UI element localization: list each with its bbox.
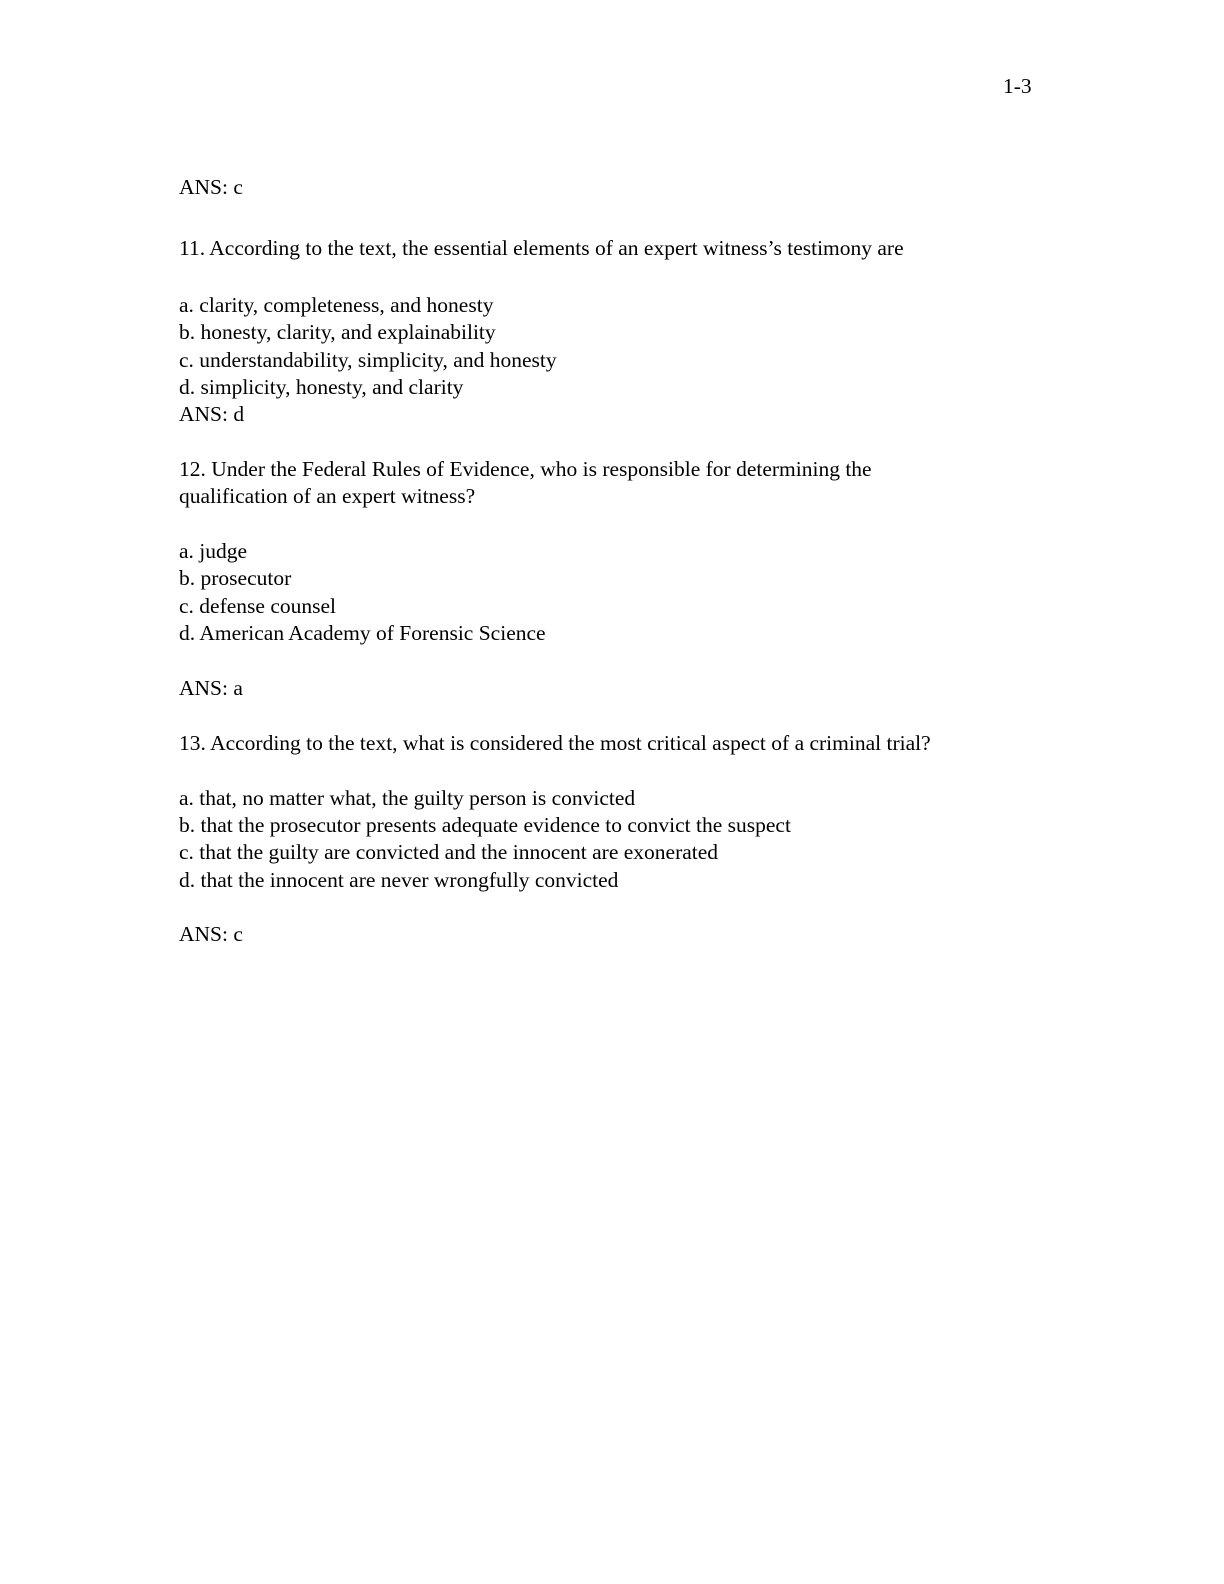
question-11-option-d: d. simplicity, honesty, and clarity (179, 375, 464, 399)
question-12-stem-line-1: 12. Under the Federal Rules of Evidence, who is responsible for determining the (179, 457, 872, 481)
question-11-option-a: a. clarity, completeness, and honesty (179, 293, 494, 317)
previous-answer: ANS: c (179, 175, 243, 199)
question-12-option-d: d. American Academy of Forensic Science (179, 621, 546, 645)
question-11-answer: ANS: d (179, 402, 245, 426)
question-11-option-b: b. honesty, clarity, and explainability (179, 320, 496, 344)
question-12-stem-line-2: qualification of an expert witness? (179, 484, 476, 508)
page-number: 1-3 (1003, 74, 1032, 98)
question-11-stem: 11. According to the text, the essential elements of an expert witness’s testimony are (179, 236, 904, 260)
question-12-option-c: c. defense counsel (179, 594, 336, 618)
question-13-option-b: b. that the prosecutor presents adequate evidence to convict the suspect (179, 813, 791, 837)
question-12-option-b: b. prosecutor (179, 566, 292, 590)
question-11-option-c: c. understandability, simplicity, and honesty (179, 348, 557, 372)
question-13-option-c: c. that the guilty are convicted and the innocent are exonerated (179, 840, 719, 864)
question-12-option-a: a. judge (179, 539, 248, 563)
question-13-option-a: a. that, no matter what, the guilty person is convicted (179, 786, 636, 810)
question-12-answer: ANS: a (179, 676, 243, 700)
question-13-option-d: d. that the innocent are never wrongfully convicted (179, 868, 619, 892)
question-13-answer: ANS: c (179, 922, 243, 946)
question-13-stem: 13. According to the text, what is considered the most critical aspect of a criminal trial? (179, 731, 931, 755)
